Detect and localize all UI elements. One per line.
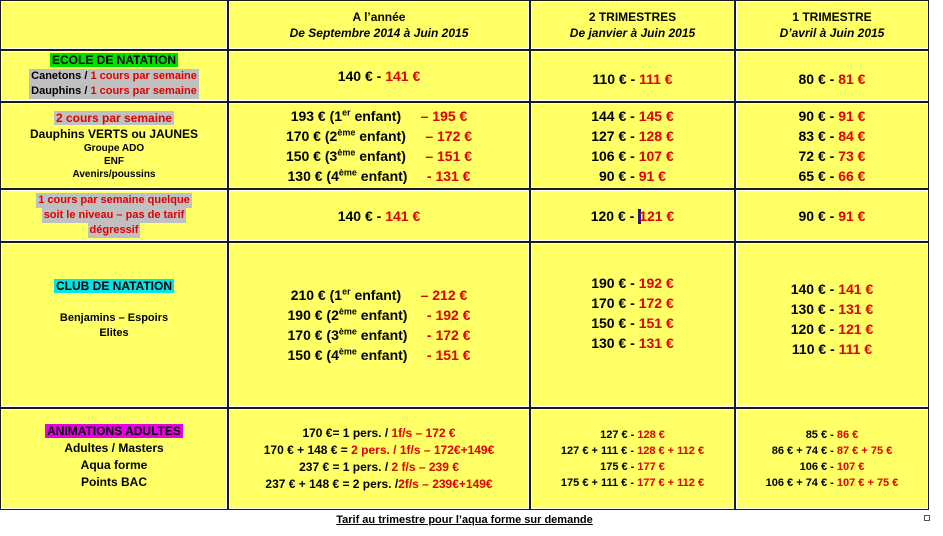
header-two-trimesters bbox=[530, 0, 735, 50]
quelque-line1: 1 cours par semaine quelque bbox=[38, 194, 190, 206]
price-line bbox=[766, 475, 899, 491]
price-line bbox=[288, 305, 471, 325]
price-old: enfant) bbox=[350, 107, 402, 124]
price-line bbox=[791, 299, 874, 319]
price-old: 83 € - bbox=[798, 127, 839, 144]
price-new: - 151 € bbox=[426, 347, 471, 363]
price-old: 210 € (1 bbox=[290, 287, 343, 303]
price-line bbox=[772, 443, 893, 459]
price-line bbox=[286, 146, 472, 166]
price-new: 192 € bbox=[638, 275, 674, 291]
price-old: 72 € - bbox=[798, 147, 839, 164]
price-old: 106 € + 74 € - bbox=[765, 477, 837, 489]
header-two-title: 2 TRIMESTRES bbox=[588, 10, 677, 24]
price-line bbox=[591, 313, 674, 333]
price-new: 131 € bbox=[838, 301, 874, 317]
header-two-period: De janvier à Juin 2015 bbox=[569, 26, 696, 40]
row-club-label bbox=[0, 242, 228, 408]
price-new: 87 € + 75 € bbox=[836, 445, 893, 457]
price-line bbox=[561, 443, 704, 459]
price-old: 65 € - bbox=[798, 167, 839, 184]
quelque-line2: soit le niveau – pas de tarif bbox=[43, 209, 185, 221]
price-line bbox=[264, 442, 495, 459]
price-old: 106 € - bbox=[799, 461, 837, 473]
price-new: 86 € bbox=[836, 429, 859, 441]
price-old: enfant) bbox=[356, 307, 408, 323]
price-new: 111 € bbox=[838, 341, 873, 357]
price-new: 121 € bbox=[838, 321, 874, 337]
row-quelque-label bbox=[0, 189, 228, 242]
club-two-prices bbox=[530, 242, 735, 408]
price-line bbox=[291, 106, 468, 126]
price-old: 237 € = 1 pers. / bbox=[299, 460, 392, 474]
price-old: 144 € - bbox=[591, 107, 639, 124]
price-line bbox=[799, 106, 866, 126]
price-new: 128 € bbox=[638, 127, 674, 144]
price-old: 106 € - bbox=[591, 147, 639, 164]
price-line bbox=[800, 459, 865, 475]
ordinal: ème bbox=[337, 146, 356, 157]
price-line bbox=[288, 166, 471, 186]
price-old: 127 € - bbox=[591, 127, 639, 144]
price-new: 91 € bbox=[838, 107, 866, 124]
price-new: 145 € bbox=[638, 107, 674, 124]
ecole-one-price bbox=[735, 50, 929, 102]
row-deux-cours-label bbox=[0, 102, 228, 189]
adultes-line1: Adultes / Masters bbox=[64, 441, 164, 455]
price-new: 81 € bbox=[838, 71, 866, 87]
price-old: enfant) bbox=[350, 287, 402, 303]
price-old: 130 € - bbox=[790, 301, 839, 317]
price-old: 170 € (2 bbox=[285, 127, 338, 144]
price-line bbox=[799, 166, 866, 186]
row-ecole-label bbox=[0, 50, 228, 102]
price-old: 175 € + 111 € - bbox=[560, 477, 638, 489]
row-adultes-label bbox=[0, 408, 228, 510]
price-new: 128 € + 112 € bbox=[637, 445, 705, 457]
price-new: - 131 € bbox=[426, 167, 471, 184]
adultes-line2: Aqua forme bbox=[80, 458, 148, 472]
price-line bbox=[265, 476, 492, 493]
price-old: 140 € - bbox=[337, 207, 386, 224]
price-old: 237 € + 148 € = 2 pers. / bbox=[265, 477, 399, 491]
price-old: 130 € - bbox=[591, 335, 639, 351]
deux-cours-title: 2 cours par semaine bbox=[55, 110, 173, 125]
price-line bbox=[799, 146, 866, 166]
price-line bbox=[806, 427, 859, 443]
price-old: 170 €= 1 pers. / bbox=[302, 426, 392, 440]
price-line bbox=[299, 459, 459, 476]
price-line bbox=[599, 166, 666, 186]
price-new: 73 € bbox=[838, 147, 866, 164]
price-new: - 192 € bbox=[426, 307, 471, 323]
price-new: 141 € bbox=[838, 281, 874, 297]
price-old: 127 € - bbox=[600, 429, 638, 441]
price-old: 90 € - bbox=[798, 107, 839, 124]
price-new: – 151 € bbox=[425, 147, 473, 164]
adultes-title: ANIMATIONS ADULTES bbox=[47, 424, 181, 438]
price-line bbox=[591, 293, 674, 313]
price-line bbox=[591, 106, 674, 126]
price-old: 140 € - bbox=[790, 281, 839, 297]
deux-cours-line4: Avenirs/poussins bbox=[72, 168, 156, 180]
ordinal: ème bbox=[338, 166, 357, 177]
ordinal: er bbox=[342, 106, 351, 117]
ordinal: ème bbox=[338, 346, 357, 357]
price-new: 1f/s – 172 € bbox=[391, 426, 456, 440]
price-old: 120 € - bbox=[790, 321, 839, 337]
deux-cours-year-prices bbox=[228, 102, 530, 189]
ecole-line2-name: Dauphins / bbox=[31, 85, 91, 97]
header-year-period: De Septembre 2014 à Juin 2015 bbox=[289, 26, 469, 40]
price-new: 107 € bbox=[836, 461, 865, 473]
price-old: 90 € - bbox=[798, 207, 839, 224]
price-new: 2 f/s – 239 € bbox=[391, 460, 459, 474]
price-new: 141 € bbox=[385, 207, 421, 224]
price-old: 110 € - bbox=[592, 71, 640, 87]
price-old: enfant) bbox=[355, 147, 406, 164]
header-label-cell bbox=[0, 0, 228, 50]
price-old: 120 € - bbox=[590, 207, 639, 224]
price-new: 121 € bbox=[639, 207, 675, 224]
price-line bbox=[288, 345, 471, 365]
resize-handle[interactable] bbox=[924, 515, 930, 521]
price-old: 130 € (4 bbox=[287, 167, 339, 184]
price-new: 128 € bbox=[637, 429, 665, 441]
price-new: 91 € bbox=[838, 207, 866, 224]
price-old: 150 € - bbox=[591, 315, 639, 331]
deux-cours-line1: Dauphins VERTS ou JAUNES bbox=[29, 126, 199, 141]
club-one-prices bbox=[735, 242, 929, 408]
adultes-line3: Points BAC bbox=[81, 475, 147, 489]
price-old: 110 € - bbox=[791, 341, 839, 357]
quelque-two-price bbox=[530, 189, 735, 242]
price-old: 190 € - bbox=[591, 275, 639, 291]
price-line bbox=[791, 319, 874, 339]
price-line bbox=[302, 425, 455, 442]
price-old: enfant) bbox=[356, 347, 408, 363]
price-new: – 195 € bbox=[420, 107, 468, 124]
price-old: enfant) bbox=[356, 167, 408, 184]
ecole-year-price bbox=[228, 50, 530, 102]
quelque-one-price bbox=[735, 189, 929, 242]
club-title: CLUB DE NATATION bbox=[56, 279, 172, 293]
ecole-line2-note: 1 cours par semaine bbox=[90, 85, 197, 97]
price-new: 151 € bbox=[638, 315, 674, 331]
ecole-title: ECOLE DE NATATION bbox=[52, 53, 176, 67]
ordinal: ème bbox=[338, 326, 357, 337]
footer-note: Tarif au trimestre pour l’aqua forme sur demande bbox=[336, 514, 593, 526]
deux-cours-line3: ENF bbox=[104, 155, 124, 167]
price-new: 2 pers. / 1f/s – 172€+149€ bbox=[351, 443, 495, 457]
price-old: 150 € (4 bbox=[287, 347, 339, 363]
price-line bbox=[591, 126, 674, 146]
quelque-year-price bbox=[228, 189, 530, 242]
price-new: 141 € bbox=[385, 68, 421, 84]
price-old: 170 € (3 bbox=[287, 327, 339, 343]
price-line bbox=[600, 459, 665, 475]
price-line bbox=[591, 333, 674, 353]
price-line bbox=[791, 279, 874, 299]
price-old: 170 € + 148 € = bbox=[263, 443, 352, 457]
ordinal: ème bbox=[338, 306, 357, 317]
price-new: 111 € bbox=[639, 71, 673, 87]
price-new: – 172 € bbox=[425, 127, 473, 144]
price-line bbox=[288, 325, 471, 345]
price-old: 150 € (3 bbox=[285, 147, 338, 164]
ecole-line1-note: 1 cours par semaine bbox=[90, 70, 197, 82]
price-new: 91 € bbox=[638, 167, 666, 184]
header-one-title: 1 TRIMESTRE bbox=[792, 10, 872, 24]
club-line2: Elites bbox=[99, 327, 129, 339]
price-line bbox=[291, 285, 468, 305]
price-line bbox=[591, 273, 674, 293]
price-new: – 212 € bbox=[420, 287, 468, 303]
price-old: 140 € - bbox=[337, 68, 386, 84]
price-new: 84 € bbox=[838, 127, 866, 144]
adultes-year-prices bbox=[228, 408, 530, 510]
price-new: 172 € bbox=[638, 295, 674, 311]
ecole-line1-name: Canetons / bbox=[31, 70, 91, 82]
ecole-two-price bbox=[530, 50, 735, 102]
adultes-two-prices bbox=[530, 408, 735, 510]
price-old: enfant) bbox=[356, 327, 408, 343]
price-new: 177 € bbox=[637, 461, 665, 473]
price-old: 85 € - bbox=[805, 429, 837, 441]
price-old: 86 € + 74 € - bbox=[771, 445, 837, 457]
price-line bbox=[561, 475, 704, 491]
club-year-prices bbox=[228, 242, 530, 408]
deux-cours-two-prices bbox=[530, 102, 735, 189]
price-new: 131 € bbox=[638, 335, 674, 351]
deux-cours-one-prices bbox=[735, 102, 929, 189]
price-old: 190 € (2 bbox=[287, 307, 339, 323]
adultes-one-prices bbox=[735, 408, 929, 510]
ordinal: er bbox=[342, 286, 351, 297]
price-old: 80 € - bbox=[798, 71, 839, 87]
price-line bbox=[792, 339, 872, 359]
header-year-title: A l’année bbox=[352, 10, 406, 24]
price-line bbox=[799, 126, 866, 146]
price-old: 127 € + 111 € - bbox=[560, 445, 638, 457]
price-line bbox=[600, 427, 665, 443]
header-one-trimester bbox=[735, 0, 929, 50]
price-new: 177 € + 112 € bbox=[637, 477, 705, 489]
price-new: 107 € + 75 € bbox=[836, 477, 899, 489]
price-old: 193 € (1 bbox=[290, 107, 343, 124]
price-new: 2f/s – 239€+149€ bbox=[398, 477, 493, 491]
price-old: enfant) bbox=[355, 127, 406, 144]
price-new: - 172 € bbox=[426, 327, 471, 343]
price-new: 66 € bbox=[838, 167, 866, 184]
deux-cours-line2: Groupe ADO bbox=[83, 142, 145, 154]
price-line bbox=[591, 146, 674, 166]
price-line bbox=[286, 126, 472, 146]
header-one-period: D’avril à Juin 2015 bbox=[779, 26, 885, 40]
price-old: 175 € - bbox=[600, 461, 638, 473]
price-new: 107 € bbox=[638, 147, 674, 164]
price-old: 170 € - bbox=[591, 295, 639, 311]
price-old: 90 € - bbox=[599, 167, 639, 184]
club-line1: Benjamins – Espoirs bbox=[59, 312, 169, 324]
quelque-line3: dégressif bbox=[89, 224, 139, 236]
ordinal: ème bbox=[337, 126, 356, 137]
header-year bbox=[228, 0, 530, 50]
